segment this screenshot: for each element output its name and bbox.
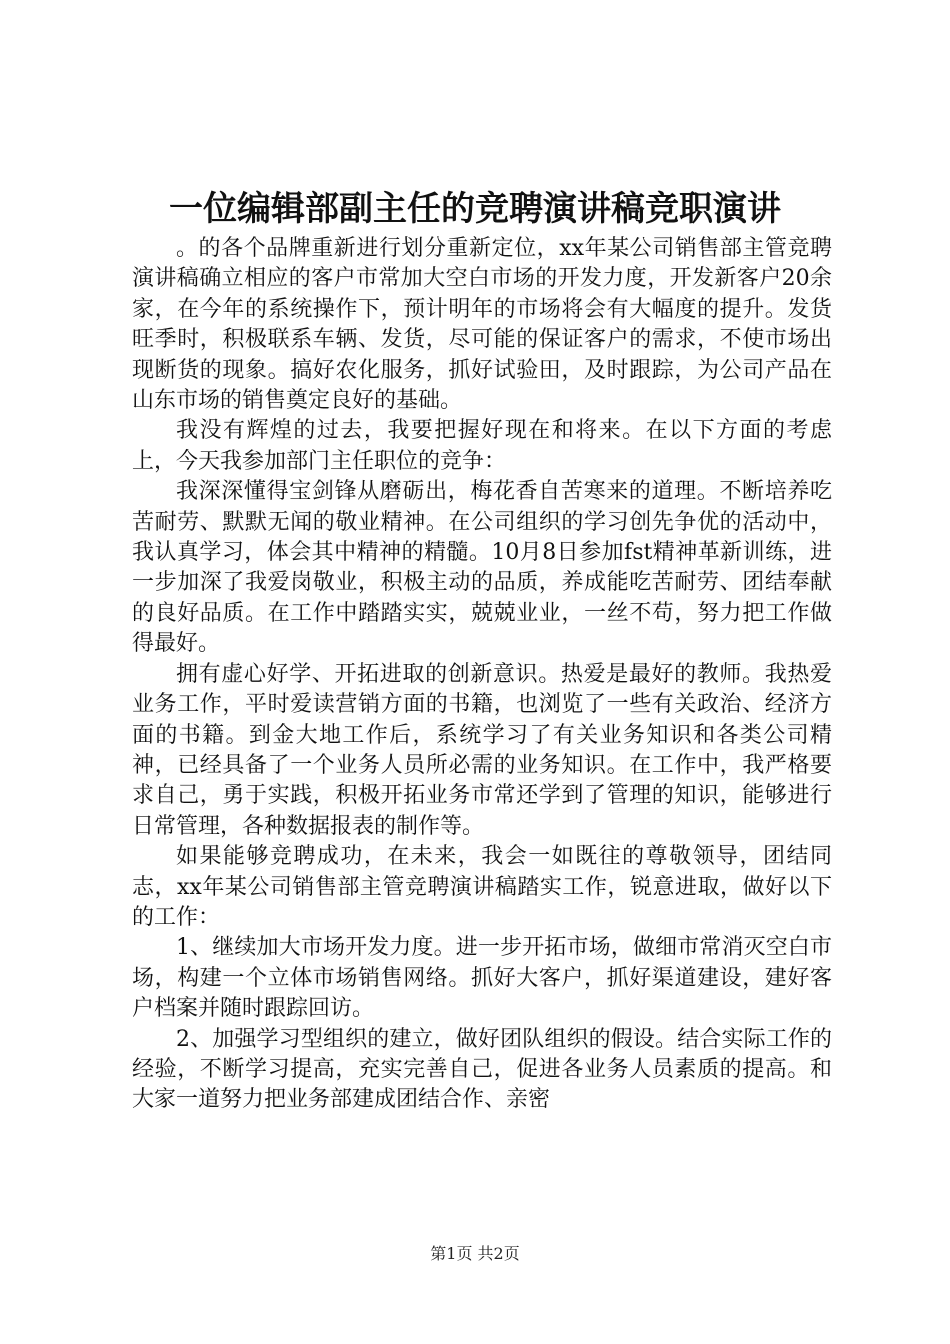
- document-title: 一位编辑部副主任的竞聘演讲稿竞职演讲: [169, 189, 781, 229]
- paragraph-4: 拥有虚心好学、开拓进取的创新意识。热爱是最好的教师。我热爱业务工作，平时爱读营销方面的书籍，也浏览了一些有关政治、经济方面的书籍。到金大地工作后，系统学习了有关业务知识和各类公司精神，已经具备了一个业务人员所必需的业务知识。在工作中，我严格要求自己，勇于实践，积极开拓业务市常还学到了管理的知识，能够进行日常管理，各种数据报表的制作等。: [132, 661, 832, 839]
- list-item-1: 1、继续加大市场开发力度。进一步开拓市场，做细市常消灭空白市场，构建一个立体市场销售网络。抓好大客户，抓好渠道建设，建好客户档案并随时跟踪回访。: [132, 935, 832, 1022]
- paragraph-3: 我深深懂得宝剑锋从磨砺出，梅花香自苦寒来的道理。不断培养吃苦耐劳、默默无闻的敬业精神。在公司组织的学习创先争优的活动中，我认真学习，体会其中精神的精髓。10月8日参加fst精神革新训练，进一步加深了我爱岗敬业，积极主动的品质，养成能吃苦耐劳、团结奉献的良好品质。在工作中踏踏实实，兢兢业业，一丝不苟，努力把工作做得最好。: [132, 479, 832, 657]
- paragraph-5: 如果能够竞聘成功，在未来，我会一如既往的尊敬领导，团结同志，xx年某公司销售部主管竞聘演讲稿踏实工作，锐意进取，做好以下的工作：: [132, 844, 832, 930]
- document-body: [132, 234, 832, 1116]
- paragraph-1: 。的各个品牌重新进行划分重新定位，xx年某公司销售部主管竞聘演讲稿确立相应的客户市常加大空白市场的开发力度，开发新客户20余家，在今年的系统操作下，预计明年的市场将会有大幅度的提升。发货旺季时，积极联系车辆、发货，尽可能的保证客户的需求，不使市场出现断货的现象。搞好农化服务，抓好试验田，及时跟踪，为公司产品在山东市场的销售奠定良好的基础。: [132, 236, 832, 414]
- list-item-2: 2、加强学习型组织的建立，做好团队组织的假设。结合实际工作的经验，不断学习提高，充实完善自己，促进各业务人员素质的提高。和大家一道努力把业务部建成团结合作、亲密: [132, 1026, 832, 1113]
- paragraph-2: 我没有辉煌的过去，我要把握好现在和将来。在以下方面的考虑上，今天我参加部门主任职位的竞争：: [132, 418, 832, 474]
- page-number-footer: 第1页 共2页: [430, 1244, 520, 1263]
